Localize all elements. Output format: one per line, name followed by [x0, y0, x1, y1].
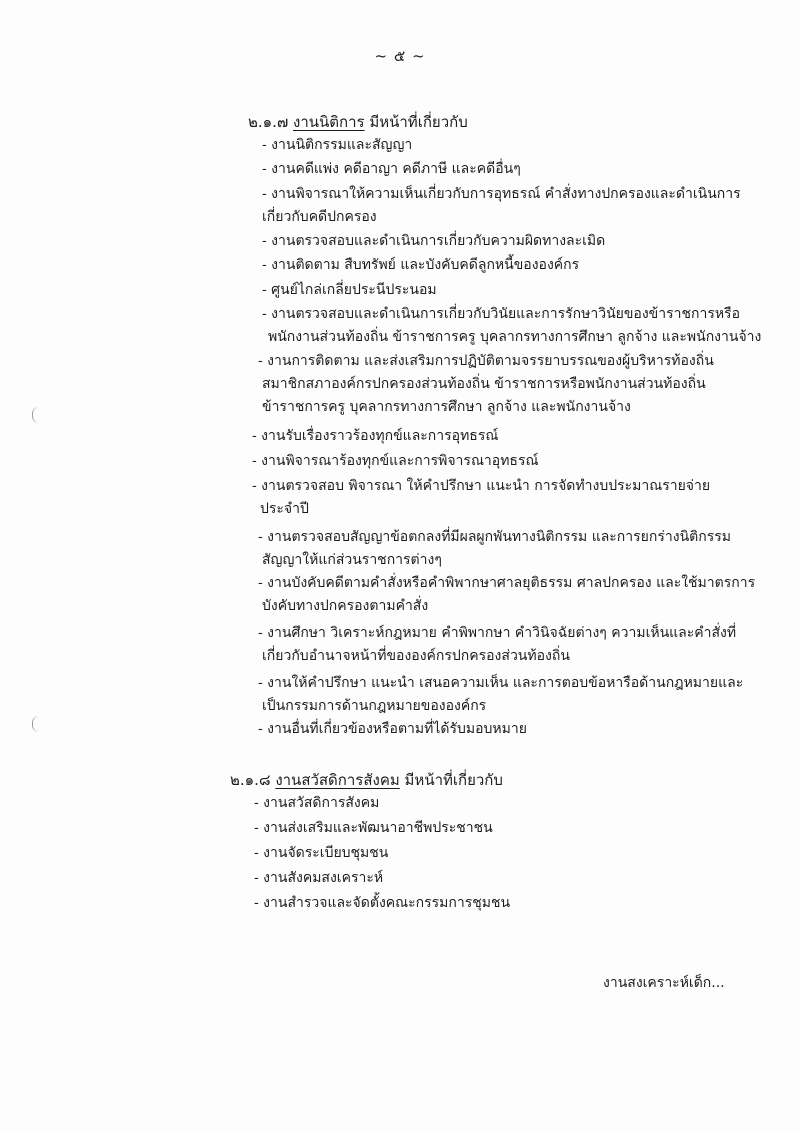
list-item-text: - งานจัดระเบียบชุมชน: [254, 845, 389, 861]
binding-hole-mark: [32, 407, 39, 423]
list-item-text: - งานส่งเสริมและพัฒนาอาชีพประชาชน: [254, 820, 493, 836]
list-item-continuation: เกี่ยวกับอำนาจหน้าที่ขององค์กรปกครองส่วนท้องถิ่น: [262, 648, 570, 664]
list-item-text: - งานตรวจสอบและดำเนินการเกี่ยวกับวินัยและการรักษาวินัยของข้าราชการหรือ: [262, 306, 740, 322]
list-item-text: - งานสำรวจและจัดตั้งคณะกรรมการชุมชน: [254, 895, 511, 911]
list-item: [254, 842, 388, 865]
list-item-text: - งานบังคับคดีตามคำสั่งหรือคำพิพากษาศาลยุติธรรม ศาลปกครอง และใช้มาตรการ: [258, 575, 756, 591]
list-item: [254, 892, 510, 915]
list-item-continuation: ประจำปี: [260, 501, 309, 517]
list-item: [252, 425, 498, 448]
list-item: [258, 672, 743, 718]
list-item-continuation: พนักงานส่วนท้องถิ่น ข้าราชการครู บุคลากรทางการศึกษา ลูกจ้าง และพนักงานจ้าง: [268, 329, 762, 345]
list-item: [252, 450, 538, 473]
list-item: [262, 158, 521, 181]
continuation-note: งานสงเคราะห์เด็ก...: [603, 975, 725, 991]
list-item-text: - ศูนย์ไกล่เกลี่ยประนีประนอม: [262, 282, 437, 298]
list-item-text: - งานศึกษา วิเคราะห์กฎหมาย คำพิพากษา คำวินิจฉัยต่างๆ ความเห็นและคำสั่งที่: [258, 625, 737, 641]
page-number: ~ ๕ ~: [374, 47, 426, 65]
list-item: [254, 867, 383, 890]
section-217-suffix: มีหน้าที่เกี่ยวกับ: [369, 113, 468, 131]
section-218-title: งานสวัสดิการสังคม: [275, 771, 400, 789]
list-item-text: - งานพิจารณาให้ความเห็นเกี่ยวกับการอุทธรณ์ คำสั่งทางปกครองและดำเนินการ: [262, 186, 741, 202]
section-218-number: ๒.๑.๘: [230, 771, 271, 789]
section-217-title: งานนิติการ: [293, 113, 365, 131]
list-item-text: - งานอื่นที่เกี่ยวข้องหรือตามที่ได้รับมอบหมาย: [258, 721, 527, 737]
section-217-heading: [248, 110, 468, 134]
list-item-text: - งานการติดตาม และส่งเสริมการปฏิบัติตามจรรยาบรรณของผู้บริหารท้องถิ่น: [258, 353, 714, 369]
list-item: [258, 526, 731, 572]
list-item-text: - งานตรวจสอบและดำเนินการเกี่ยวกับความผิดทางละเมิด: [262, 233, 606, 249]
list-item-text: - งานตรวจสอบสัญญาข้อตกลงที่มีผลผูกพันทางนิติกรรม และการยกร่างนิติกรรม: [258, 529, 731, 545]
list-item: [262, 134, 412, 157]
list-item-continuation: บังคับทางปกครองตามคำสั่ง: [262, 598, 429, 614]
list-item-continuation: ข้าราชการครู บุคลากรทางการศึกษา ลูกจ้าง และพนักงานจ้าง: [262, 399, 631, 415]
list-item-text: - งานสวัสดิการสังคม: [254, 795, 380, 811]
list-item: [252, 475, 710, 521]
list-item-text: - งานคดีแพ่ง คดีอาญา คดีภาษี และคดีอื่นๆ: [262, 161, 521, 177]
list-item: [254, 792, 379, 815]
list-item-continuation: เป็นกรรมการด้านกฎหมายขององค์กร: [262, 698, 487, 714]
list-item: [258, 622, 736, 668]
list-item: [258, 350, 714, 419]
section-217-number: ๒.๑.๗: [248, 113, 289, 131]
list-item: [262, 183, 741, 229]
list-item: [254, 817, 493, 840]
list-item: [262, 254, 579, 277]
list-item-continuation: สัญญาให้แก่ส่วนราชการต่างๆ: [262, 552, 442, 568]
list-item: [262, 303, 761, 349]
section-218-suffix: มีหน้าที่เกี่ยวกับ: [404, 771, 503, 789]
section-218-heading: [230, 768, 503, 792]
list-item-continuation: สมาชิกสภาองค์กรปกครองส่วนท้องถิ่น ข้าราชการหรือพนักงานส่วนท้องถิ่น: [262, 376, 706, 392]
list-item-continuation: เกี่ยวกับคดีปกครอง: [262, 209, 377, 225]
binding-hole-mark: [32, 716, 39, 732]
list-item-text: - งานรับเรื่องราวร้องทุกข์และการอุทธรณ์: [252, 428, 499, 444]
list-item-text: - งานตรวจสอบ พิจารณา ให้คำปรึกษา แนะนำ การจัดทำงบประมาณรายจ่าย: [252, 478, 711, 494]
list-item-text: - งานพิจารณาร้องทุกข์และการพิจารณาอุทธรณ์: [252, 453, 539, 469]
list-item-text: - งานสังคมสงเคราะห์: [254, 870, 384, 886]
list-item: [262, 230, 605, 253]
list-item-text: - งานนิติกรรมและสัญญา: [262, 137, 413, 153]
list-item: [258, 572, 755, 618]
list-item-text: - งานติดตาม สืบทรัพย์ และบังคับคดีลูกหนี้ขององค์กร: [262, 257, 580, 273]
list-item-text: - งานให้คำปรึกษา แนะนำ เสนอความเห็น และการตอบข้อหารือด้านกฎหมายและ: [258, 675, 744, 691]
list-item: [262, 279, 437, 302]
list-item: [258, 718, 527, 741]
